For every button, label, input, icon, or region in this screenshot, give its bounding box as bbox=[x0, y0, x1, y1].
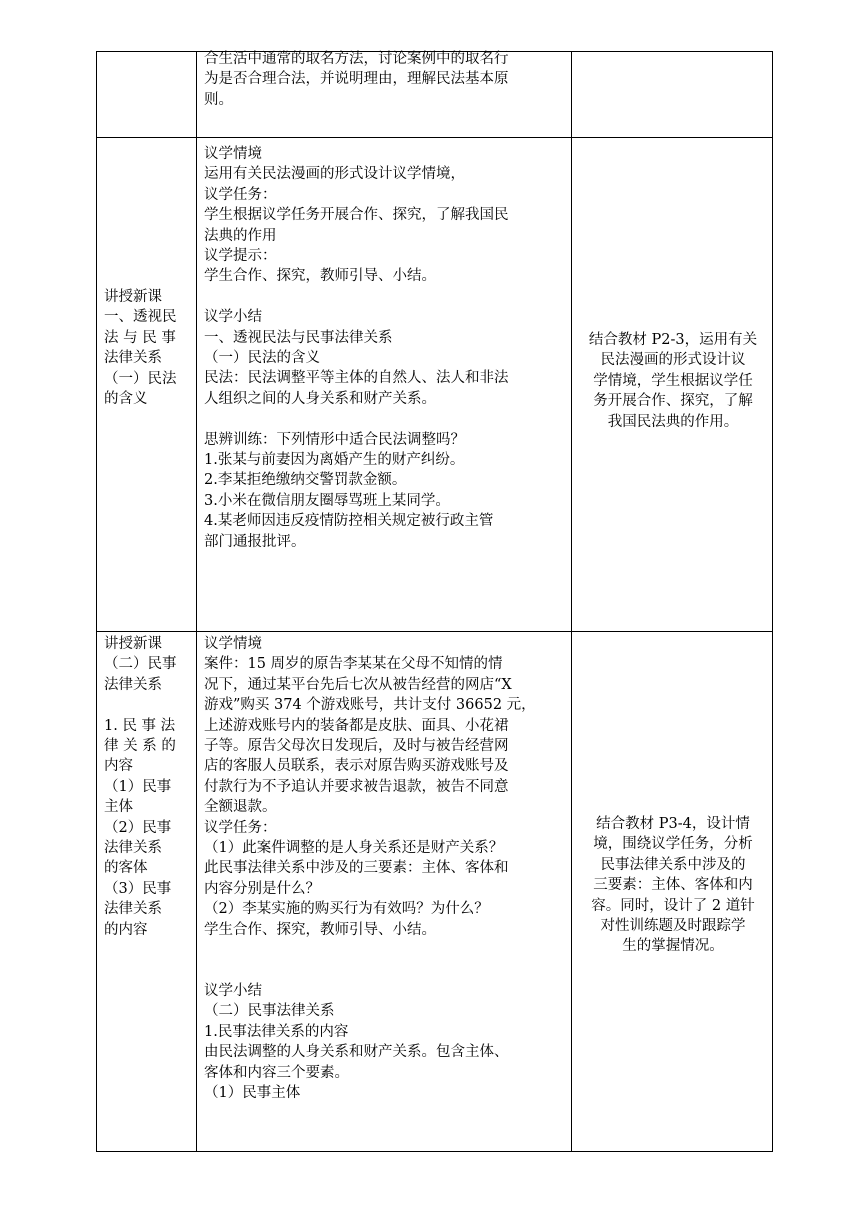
text-line: 一、透视民法与民事法律关系 bbox=[204, 329, 393, 346]
text-line: 人组织之间的人身关系和财产关系。 bbox=[204, 390, 436, 407]
text-line: 内容 bbox=[104, 758, 133, 775]
text-line: 民法漫画的形式设计议 bbox=[600, 352, 746, 369]
table-row bbox=[97, 632, 773, 1152]
text-line: 的含义 bbox=[104, 391, 148, 408]
text-line: 议学小结 bbox=[204, 309, 262, 326]
text-line: 全额退款。 bbox=[204, 799, 277, 816]
design-intent-cell bbox=[572, 138, 773, 632]
text-line: 一、透视民 bbox=[104, 309, 177, 326]
text-line: 法律关系 bbox=[104, 901, 162, 918]
text-line: 客体和内容三个要素。 bbox=[204, 1064, 349, 1081]
text-line: 议学提示： bbox=[204, 248, 277, 265]
text-line: （1）民事主体 bbox=[204, 1084, 301, 1101]
text-line: 结合教材 P3-4，设计情 bbox=[596, 816, 750, 832]
text-line: 思辨训练：下列情形中适合民法调整吗？ bbox=[204, 431, 465, 448]
text-line: 三要素：主体、客体和内 bbox=[593, 877, 753, 894]
text-line: 3.小米在微信朋友圈辱骂班上某同学。 bbox=[204, 492, 450, 509]
text-line: 法律关系 bbox=[104, 676, 162, 693]
text-line bbox=[104, 695, 191, 715]
text-line: 议学任务： bbox=[204, 186, 277, 203]
text-line bbox=[204, 409, 565, 429]
text-line: 为是否合理合法，并说明理由，理解民法基本原 bbox=[204, 71, 509, 88]
text-line: 议学任务： bbox=[204, 819, 277, 836]
text-line: 学生合作、探究，教师引导、小结。 bbox=[204, 921, 436, 938]
table-row bbox=[97, 52, 773, 138]
text-line: 讲授新课 bbox=[104, 289, 162, 305]
text-line: 4.某老师因违反疫情防控相关规定被行政主管 bbox=[204, 513, 494, 530]
text-line: 我国民法典的作用。 bbox=[607, 413, 739, 430]
text-line: 议学情境 bbox=[204, 146, 262, 162]
text-line: 律 关 系 的 bbox=[104, 738, 176, 755]
text-line: 况下，通过某平台先后七次从被告经营的网店“X bbox=[204, 676, 512, 693]
text-line: 的内容 bbox=[104, 921, 148, 938]
text-line: （二）民事法律关系 bbox=[204, 1003, 335, 1020]
text-line bbox=[204, 940, 565, 960]
text-line: （1）此案件调整的是人身关系还是财产关系？ bbox=[204, 840, 504, 857]
text-line: 子等。原告父母次日发现后，及时与被告经营网 bbox=[204, 738, 509, 755]
text-line: （二）民事 bbox=[104, 656, 177, 673]
text-line: 合生活中通常的取名方法，讨论案例中的取名行 bbox=[204, 51, 509, 67]
text-line: 容。同时，设计了 2 道针 bbox=[591, 897, 755, 914]
text-line: 此民事法律关系中涉及的三要素：主体、客体和 bbox=[204, 860, 509, 877]
text-line: （一）民法的含义 bbox=[204, 350, 320, 367]
text-line: （1）民事 bbox=[104, 778, 172, 795]
design-intent-cell bbox=[572, 632, 773, 1152]
text-line: 部门通报批评。 bbox=[204, 533, 306, 550]
section-cell bbox=[97, 52, 197, 138]
text-line: 境，围绕议学任务，分析 bbox=[593, 836, 753, 853]
text-line: 1.民事法律关系的内容 bbox=[204, 1023, 349, 1040]
text-line: 学情境，学生根据议学任 bbox=[593, 372, 753, 389]
table-row bbox=[97, 138, 773, 632]
text-line: 则。 bbox=[204, 91, 233, 108]
text-line bbox=[204, 960, 565, 980]
activity-cell bbox=[197, 52, 572, 138]
text-line: 民法：民法调整平等主体的自然人、法人和非法 bbox=[204, 370, 509, 387]
text-line: 法律关系 bbox=[104, 840, 162, 857]
lesson-plan-table bbox=[96, 51, 773, 1152]
text-line: 由民法调整的人身关系和财产关系。包含主体、 bbox=[204, 1044, 509, 1061]
text-line: 1. 民 事 法 bbox=[104, 717, 176, 734]
activity-cell bbox=[197, 632, 572, 1152]
text-line: 游戏”购买 374 个游戏账号，共计支付 36652 元， bbox=[204, 697, 536, 714]
section-cell bbox=[97, 138, 197, 632]
text-line: （2）李某实施的购买行为有效吗？为什么？ bbox=[204, 901, 489, 918]
text-line: 案件：15 周岁的原告李某某在父母不知情的情 bbox=[204, 656, 503, 673]
text-line: 议学情境 bbox=[204, 636, 262, 652]
text-line: 法典的作用 bbox=[204, 227, 277, 244]
text-line: 对性训练题及时跟踪学 bbox=[600, 918, 746, 935]
text-line: 主体 bbox=[104, 799, 133, 816]
activity-cell bbox=[197, 138, 572, 632]
text-line: （3）民事 bbox=[104, 880, 172, 897]
text-line: （2）民事 bbox=[104, 819, 172, 836]
text-line: 1.张某与前妻因为离婚产生的财产纠纷。 bbox=[204, 452, 465, 469]
text-line: 民事法律关系中涉及的 bbox=[600, 856, 746, 873]
text-line: 讲授新课 bbox=[104, 636, 162, 652]
text-line: 务开展合作、探究，了解 bbox=[593, 393, 753, 410]
design-intent-cell bbox=[572, 52, 773, 138]
text-line: 上述游戏账号内的装备都是皮肤、面具、小花裙 bbox=[204, 717, 509, 734]
text-line: 议学小结 bbox=[204, 982, 262, 999]
text-line: 法 与 民 事 bbox=[104, 329, 176, 346]
text-line: 学生合作、探究，教师引导、小结。 bbox=[204, 268, 436, 285]
text-line: 结合教材 P2-3，运用有关 bbox=[588, 332, 758, 348]
section-cell bbox=[97, 632, 197, 1152]
text-line bbox=[204, 287, 565, 307]
text-line: 生的掌握情况。 bbox=[622, 938, 724, 955]
text-line: 学生根据议学任务开展合作、探究，了解我国民 bbox=[204, 207, 509, 224]
text-line: （一）民法 bbox=[104, 370, 177, 387]
text-line: 2.李某拒绝缴纳交警罚款金额。 bbox=[204, 472, 407, 489]
text-line: 付款行为不予追认并要求被告退款，被告不同意 bbox=[204, 778, 509, 795]
text-line: 内容分别是什么？ bbox=[204, 880, 320, 897]
text-line: 的客体 bbox=[104, 860, 148, 877]
text-line: 店的客服人员联系，表示对原告购买游戏账号及 bbox=[204, 758, 509, 775]
text-line: 法律关系 bbox=[104, 350, 162, 367]
text-line: 运用有关民法漫画的形式设计议学情境， bbox=[204, 166, 465, 183]
